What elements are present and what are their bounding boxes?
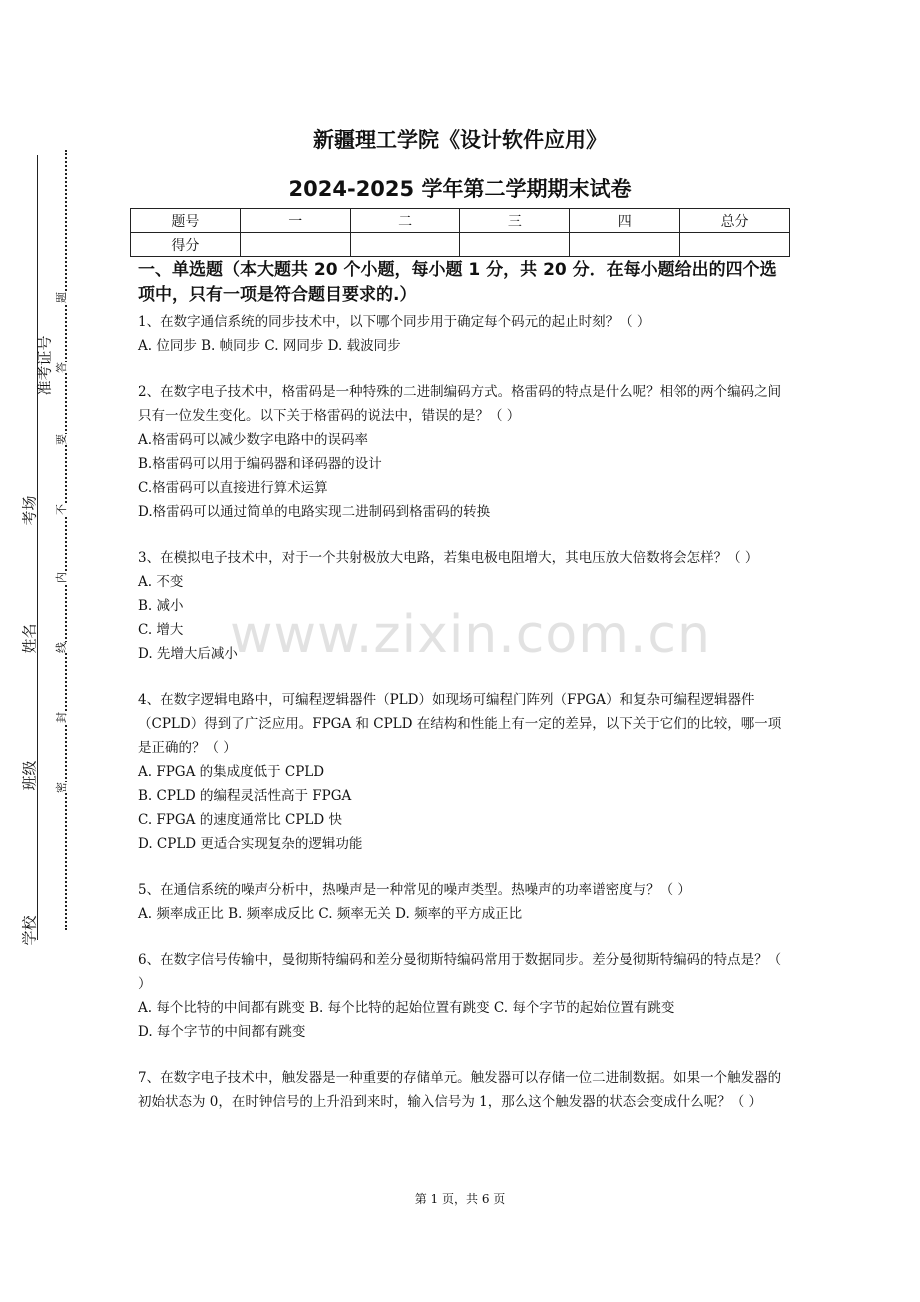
question-block [138,310,788,358]
question-stem: 6、在数字信号传输中，曼彻斯特编码和差分曼彻斯特编码常用于数据同步。差分曼彻斯特编码的特点是？（ ） [138,952,782,992]
question-option: D. 先增大后减小 [138,646,238,662]
score-row-label: 得分 [131,233,241,257]
score-cell[interactable] [460,233,570,257]
exam-title-school: 新疆理工学院《设计软件应用》 [313,128,607,152]
score-header-cell: 四 [570,209,680,233]
watermark: www.zixin.com.cn [230,605,711,665]
question-block [138,948,788,1044]
question-option: A.格雷码可以减少数字电路中的误码率 [138,432,369,448]
seal-mark: 封 [55,712,68,723]
sidebar-label-name: 姓名 [20,623,39,654]
question-block [138,546,788,666]
question-block [138,380,788,524]
question-stem: 2、在数字电子技术中，格雷码是一种特殊的二进制编码方式。格雷码的特点是什么呢？相邻的两个编码之间只有一位发生变化。以下关于格雷码的说法中，错误的是？（ ） [138,384,782,424]
score-cell[interactable] [570,233,680,257]
score-table-score-row [131,233,790,257]
question-option: D. 每个字节的中间都有跳变 [138,1024,306,1040]
sidebar-label-class: 班级 [20,760,39,791]
sidebar-label-school: 学校 [20,915,39,946]
seal-mark: 题 [55,292,68,303]
question-stem: 1、在数字通信系统的同步技术中，以下哪个同步用于确定每个码元的起止时刻？（ ） [138,314,651,330]
score-table [130,208,790,257]
sidebar-label-exam-number: 准考证号 [35,335,54,396]
question-option: A. 位同步 B. 帧同步 C. 网同步 D. 载波同步 [138,338,401,354]
question-block [138,688,788,856]
seal-mark: 要 [55,434,68,445]
score-header-cell: 二 [350,209,460,233]
question-option: A. 每个比特的中间都有跳变 B. 每个比特的起始位置有跳变 C. 每个字节的起始位置有跳变 [138,1000,675,1016]
binding-line [37,155,38,940]
question-block [138,878,788,926]
score-cell[interactable] [350,233,460,257]
question-option: C. 增大 [138,622,184,638]
exam-content [138,258,788,1136]
question-stem: 5、在通信系统的噪声分析中，热噪声是一种常见的噪声类型。热噪声的功率谱密度与？（ ） [138,882,691,898]
score-header-cell: 题号 [131,209,241,233]
question-option: B. CPLD 的编程灵活性高于 FPGA [138,788,352,804]
question-block [138,1066,788,1114]
score-table-header-row [131,209,790,233]
score-cell[interactable] [680,233,790,257]
question-option: B. 减小 [138,598,184,614]
seal-mark: 线 [55,642,68,653]
score-cell[interactable] [240,233,350,257]
seal-mark: 不 [55,504,68,515]
question-stem: 3、在模拟电子技术中，对于一个共射极放大电路，若集电极电阻增大，其电压放大倍数将会怎样？（ ） [138,550,759,566]
question-option: C. FPGA 的速度通常比 CPLD 快 [138,812,342,828]
question-option: C.格雷码可以直接进行算术运算 [138,480,328,496]
question-list [138,310,788,1114]
seal-mark: 答 [55,362,68,373]
section-heading: 一、单选题（本大题共 20 个小题，每小题 1 分，共 20 分．在每小题给出的四个选项中，只有一项是符合题目要求的.） [138,260,777,305]
score-header-cell: 总分 [680,209,790,233]
seal-mark: 密 [55,782,68,793]
seal-dotted-line [65,150,67,930]
question-option: A. 频率成正比 B. 频率成反比 C. 频率无关 D. 频率的平方成正比 [138,906,523,922]
sidebar-label-exam-room: 考场 [20,495,39,526]
question-stem: 4、在数字逻辑电路中，可编程逻辑器件（PLD）如现场可编程门阵列（FPGA）和复杂可编程逻辑器件（CPLD）得到了广泛应用。FPGA 和 CPLD 在结构和性能上有一定的差异，以下关于它们的比较，哪一项是正确的？（ ） [138,692,782,756]
question-option: D.格雷码可以通过简单的电路实现二进制码到格雷码的转换 [138,504,491,520]
question-option: B.格雷码可以用于编码器和译码器的设计 [138,456,382,472]
page-footer: 第 1 页，共 6 页 [414,1192,506,1206]
question-option: A. 不变 [138,574,184,590]
seal-mark: 内 [55,572,68,583]
question-option: D. CPLD 更适合实现复杂的逻辑功能 [138,836,363,852]
question-stem: 7、在数字电子技术中，触发器是一种重要的存储单元。触发器可以存储一位二进制数据。如果一个触发器的初始状态为 0，在时钟信号的上升沿到来时，输入信号为 1，那么这个触发器的状态会变成什么呢？（ ） [138,1070,782,1110]
score-header-cell: 一 [240,209,350,233]
question-option: A. FPGA 的集成度低于 CPLD [138,764,325,780]
exam-title-term: 2024-2025 学年第二学期期末试卷 [288,177,632,201]
score-header-cell: 三 [460,209,570,233]
